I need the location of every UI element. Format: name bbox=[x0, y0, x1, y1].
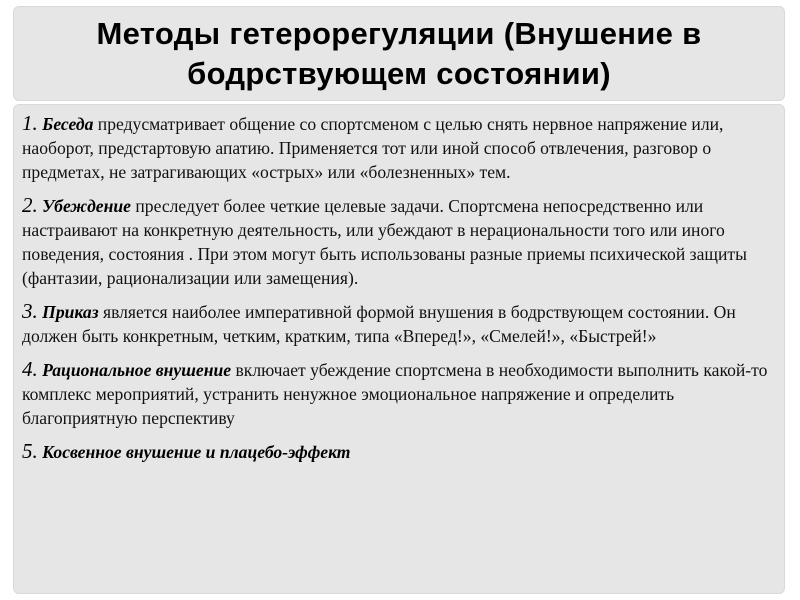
item-term: Приказ bbox=[42, 302, 99, 322]
list-item bbox=[22, 439, 774, 464]
item-number: 4. bbox=[22, 357, 38, 381]
item-text: включает убеждение спортсмена в необходимости выполнить какой-то комплекс мероприятий, устранить ненужное эмоциональное напряжение и определить благоприятную перспективу bbox=[22, 360, 768, 428]
slide-title: Методы гетерорегуляции (Внушение в бодрствующем состоянии) bbox=[96, 15, 702, 91]
item-number: 3. bbox=[22, 299, 38, 323]
title-box bbox=[13, 6, 785, 101]
item-term: Убеждение bbox=[42, 196, 131, 216]
item-number: 5. bbox=[22, 439, 38, 463]
list-item bbox=[22, 299, 774, 348]
list-item bbox=[22, 111, 774, 184]
item-text: предусматривает общение со спортсменом с целью снять нервное напряжение или, наоборот, предстартовую апатию. Применяется тот или иной способ отвлечения, разговор о предметах, не затрагивающих «острых» или «болезненных» тем. bbox=[22, 114, 724, 182]
content-box bbox=[13, 104, 785, 594]
item-text: является наиболее императивной формой внушения в бодрствующем состоянии. Он должен быть конкретным, четким, кратким, типа «Вперед!», «Смелей!», «Быстрей!» bbox=[22, 302, 736, 346]
list-item bbox=[22, 357, 774, 430]
item-term: Рациональное внушение bbox=[42, 360, 232, 380]
item-number: 2. bbox=[22, 193, 38, 217]
item-number: 1. bbox=[22, 111, 38, 135]
list-item bbox=[22, 193, 774, 290]
item-text: преследует более четкие целевые задачи. Спортсмена непосредственно или настраивают на конкретную деятельность, или убеждают в нерациональности того или иного поведения, состояния . При этом могут быть использованы разные приемы психической защиты (фантазии, рационализации или замещения). bbox=[22, 196, 747, 288]
item-term: Косвенное внушение и плацебо-эффект bbox=[42, 442, 351, 462]
item-term: Беседа bbox=[42, 114, 94, 134]
